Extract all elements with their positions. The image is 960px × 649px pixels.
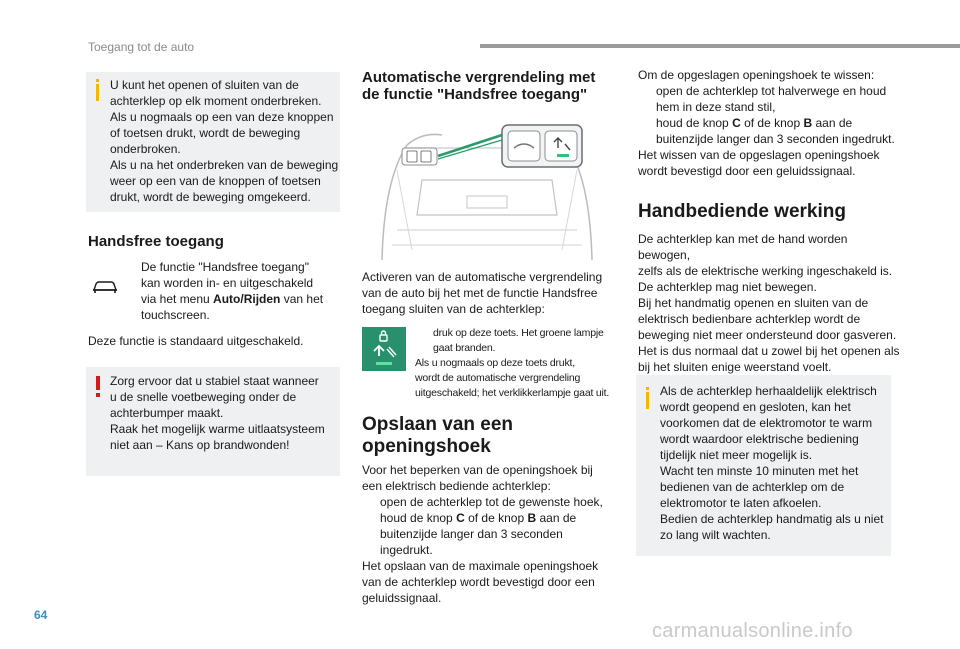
pictogram-text: druk op deze toets. Het groene lampje gaat branden. Als u nogmaals op deze toets drukt, wordt de automatische vergrendeling uitgeschakeld; het verklikkerlampje gaat uit. xyxy=(415,327,610,399)
heading-handsfree: Handsfree toegang xyxy=(88,233,224,250)
page-number: 64 xyxy=(34,608,48,622)
info-icon xyxy=(96,84,99,101)
handsfree-description: De functie "Handsfree toegang" kan worden in- en uitgeschakeld via het menu Auto/Rijden van het touchscreen. xyxy=(141,260,324,322)
activate-text: Activeren van de automatische vergrendeling van de auto bij het met de functie Handsfree toegang sluiten van de achterklep: xyxy=(362,270,603,316)
info-box-interrupt: U kunt het openen of sluiten van de achterklep op elk moment onderbreken. Als u nogmaals op een van deze knoppen of toetsen drukt, wordt de beweging onderbroken. Als u na het onderbreken van de beweging weer op een van de knoppen of toetsen drukt, wordt de beweging omgekeerd. xyxy=(86,72,340,212)
running-header: Toegang tot de auto xyxy=(88,40,195,54)
handsfree-lock-button xyxy=(362,327,406,371)
clear-angle-text: Om de opgeslagen openingshoek te wissen: open de achterklep tot halverwege en houd hem in deze stand stil, houd de knop C of de knop B aan de buitenzijde langer dan 3 seconden ingedrukt. Het wissen van de opgeslagen openingshoek wordt bevestigd door een geluidssignaal. xyxy=(638,68,895,178)
manual-text: De achterklep kan met de hand worden bewogen, zelfs als de elektrische werking ingeschakeld is. De achterklep mag niet bewegen. Bij het handmatig openen en sluiten van de elektrisch bedienbare achterklep wordt de beweging niet meer ondersteund door gasveren. Het is dus normaal dat u zowel bij het openen als bij het sluiten enige weerstand voelt. xyxy=(638,232,900,374)
default-state-text: Deze functie is standaard uitgeschakeld. xyxy=(88,334,304,348)
heading-manual: Handbediende werking xyxy=(638,201,846,222)
warning-icon xyxy=(96,376,100,390)
info-box-overheat: Als de achterklep herhaaldelijk elektrisch wordt geopend en gesloten, kan het voorkomen dat de elektromotor te warm wordt waardoor elektrische bediening tijdelijk niet meer mogelijk is. Wacht ten minste 10 minuten met het bedienen van de achterklep om de elektromotor te laten afkoelen. Bedien de achterklep handmatig als u niet zo lang wilt wachten. xyxy=(636,375,891,556)
store-angle-text: Voor het beperken van de openingshoek bij een elektrisch bediende achterklep: open de achterklep tot de gewenste hoek, houd de knop C of de knop B aan de buitenzijde langer dan 3 seconden ingedrukt. Het opslaan van de maximale openingshoek van de achterklep wordt bevestigd door een geluidssignaal. xyxy=(362,463,603,605)
heading-auto-lock: Automatische vergrendeling met de functie "Handsfree toegang" xyxy=(362,69,596,103)
handsfree-lock-icon xyxy=(362,327,406,371)
heading-store-angle: Opslaan van een openingshoek xyxy=(362,414,514,457)
info-icon xyxy=(646,392,649,409)
watermark-link[interactable]: carmanualsonline.info xyxy=(652,620,853,642)
tailgate-illustration xyxy=(362,120,612,265)
car-icon xyxy=(92,279,118,295)
header-bar xyxy=(480,44,960,48)
warning-box: Zorg ervoor dat u stabiel staat wanneer u de snelle voetbeweging onder de achterbumper maakt. Raak het mogelijk warme uitlaatsysteem niet aan – Kans op brandwonden! xyxy=(86,367,340,476)
menu-path: Auto/Rijden xyxy=(213,292,281,306)
